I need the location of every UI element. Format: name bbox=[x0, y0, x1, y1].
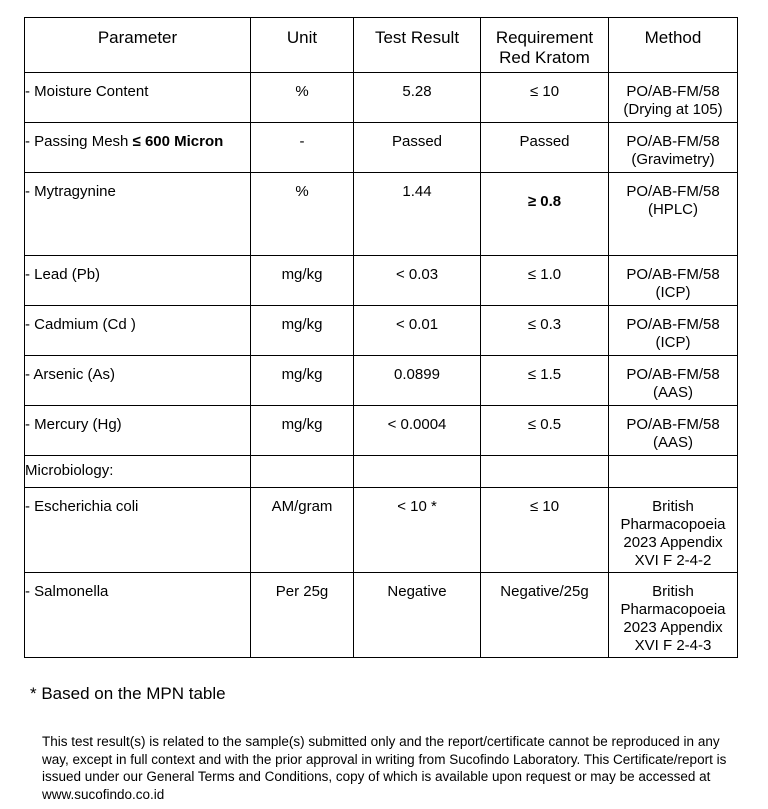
cell-result: < 10 * bbox=[354, 488, 481, 573]
method-line: British bbox=[652, 583, 694, 600]
cell-result: 1.44 bbox=[354, 173, 481, 256]
section-row-microbiology bbox=[25, 456, 738, 488]
cell-parameter: - Mercury (Hg) bbox=[25, 406, 251, 456]
header-method: Method bbox=[609, 18, 738, 73]
method-line: XVI F 2-4-3 bbox=[634, 637, 712, 654]
cell-unit: - bbox=[251, 123, 354, 173]
method-line: (Gravimetry) bbox=[631, 151, 715, 168]
cell-parameter: - Cadmium (Cd ) bbox=[25, 306, 251, 356]
table-row bbox=[25, 356, 738, 406]
requirement-bold-text: ≥ 0.8 bbox=[527, 193, 562, 210]
header-requirement-line2: Red Kratom bbox=[499, 48, 590, 67]
test-results-table bbox=[24, 17, 738, 658]
header-requirement bbox=[481, 18, 609, 73]
cell-unit: AM/gram bbox=[251, 488, 354, 573]
method-line: (ICP) bbox=[655, 334, 691, 351]
method-line: PO/AB-FM/58 bbox=[626, 366, 720, 383]
cell-requirement: Passed bbox=[481, 123, 609, 173]
cell-requirement: Negative/25g bbox=[481, 573, 609, 658]
method-line: (AAS) bbox=[652, 434, 693, 451]
cell-method bbox=[609, 123, 738, 173]
method-line: 2023 Appendix bbox=[623, 534, 723, 551]
cell-requirement: ≤ 10 bbox=[481, 73, 609, 123]
method-line: PO/AB-FM/58 bbox=[626, 133, 720, 150]
cell-method bbox=[609, 573, 738, 658]
method-line: PO/AB-FM/58 bbox=[626, 83, 720, 100]
method-line: (ICP) bbox=[655, 284, 691, 301]
header-requirement-line1: Requirement bbox=[495, 28, 594, 47]
cell-method bbox=[609, 256, 738, 306]
header-parameter: Parameter bbox=[25, 18, 251, 73]
cell-requirement: ≤ 0.5 bbox=[481, 406, 609, 456]
cell-parameter: - Moisture Content bbox=[25, 73, 251, 123]
cell-result: 5.28 bbox=[354, 73, 481, 123]
cell-parameter bbox=[25, 123, 251, 173]
cell-method bbox=[609, 73, 738, 123]
cell-unit: mg/kg bbox=[251, 306, 354, 356]
cell-requirement: ≤ 1.0 bbox=[481, 256, 609, 306]
cell-result: 0.0899 bbox=[354, 356, 481, 406]
footnote: * Based on the MPN table bbox=[30, 684, 226, 703]
cell-parameter: - Escherichia coli bbox=[25, 488, 251, 573]
cell-empty bbox=[251, 456, 354, 488]
table-row bbox=[25, 488, 738, 573]
method-line: Pharmacopoeia bbox=[620, 516, 726, 533]
cell-empty bbox=[609, 456, 738, 488]
cell-empty bbox=[354, 456, 481, 488]
table-row bbox=[25, 573, 738, 658]
cell-result: < 0.03 bbox=[354, 256, 481, 306]
cell-parameter: - Lead (Pb) bbox=[25, 256, 251, 306]
parameter-text: - Passing Mesh bbox=[25, 133, 133, 150]
method-line: (HPLC) bbox=[647, 201, 698, 218]
cell-result: Passed bbox=[354, 123, 481, 173]
header-test-result: Test Result bbox=[354, 18, 481, 73]
cell-unit: mg/kg bbox=[251, 256, 354, 306]
cell-empty bbox=[481, 456, 609, 488]
method-line: British bbox=[652, 498, 694, 515]
cell-requirement: ≤ 0.3 bbox=[481, 306, 609, 356]
header-unit: Unit bbox=[251, 18, 354, 73]
cell-unit: % bbox=[251, 173, 354, 256]
method-line: (Drying at 105) bbox=[623, 101, 723, 118]
cell-unit: mg/kg bbox=[251, 406, 354, 456]
cell-section-label: Microbiology: bbox=[25, 456, 251, 488]
cell-method bbox=[609, 488, 738, 573]
cell-unit: Per 25g bbox=[251, 573, 354, 658]
cell-method bbox=[609, 356, 738, 406]
table-row bbox=[25, 406, 738, 456]
cell-method bbox=[609, 306, 738, 356]
cell-parameter: - Arsenic (As) bbox=[25, 356, 251, 406]
method-line: PO/AB-FM/58 bbox=[626, 183, 720, 200]
method-line: 2023 Appendix bbox=[623, 619, 723, 636]
cell-method bbox=[609, 173, 738, 256]
table-row bbox=[25, 306, 738, 356]
cell-parameter: - Salmonella bbox=[25, 573, 251, 658]
method-line: PO/AB-FM/58 bbox=[626, 416, 720, 433]
table-row bbox=[25, 123, 738, 173]
table-row bbox=[25, 73, 738, 123]
method-line: Pharmacopoeia bbox=[620, 601, 726, 618]
cell-requirement: ≤ 1.5 bbox=[481, 356, 609, 406]
method-line: PO/AB-FM/58 bbox=[626, 266, 720, 283]
cell-unit: % bbox=[251, 73, 354, 123]
cell-unit: mg/kg bbox=[251, 356, 354, 406]
cell-result: Negative bbox=[354, 573, 481, 658]
parameter-bold-text: ≤ 600 Micron bbox=[132, 133, 224, 150]
method-line: PO/AB-FM/58 bbox=[626, 316, 720, 333]
cell-method bbox=[609, 406, 738, 456]
cell-requirement: ≤ 10 bbox=[481, 488, 609, 573]
cell-result: < 0.0004 bbox=[354, 406, 481, 456]
table-row bbox=[25, 173, 738, 256]
table-row bbox=[25, 256, 738, 306]
method-line: XVI F 2-4-2 bbox=[634, 552, 712, 569]
table-header-row bbox=[25, 18, 738, 73]
disclaimer-text: This test result(s) is related to the sample(s) submitted only and the report/certificate cannot be reproduced in any way, except in full context and with the prior approval in writing from Sucofindo Laboratory. This Certificate/report is issued under our General Terms and Conditions, copy of which is available upon request or may be accessed at www.sucofindo.co.id bbox=[42, 734, 727, 802]
method-line: (AAS) bbox=[652, 384, 693, 401]
cell-parameter: - Mytragynine bbox=[25, 173, 251, 256]
cell-result: < 0.01 bbox=[354, 306, 481, 356]
cell-requirement bbox=[481, 173, 609, 256]
